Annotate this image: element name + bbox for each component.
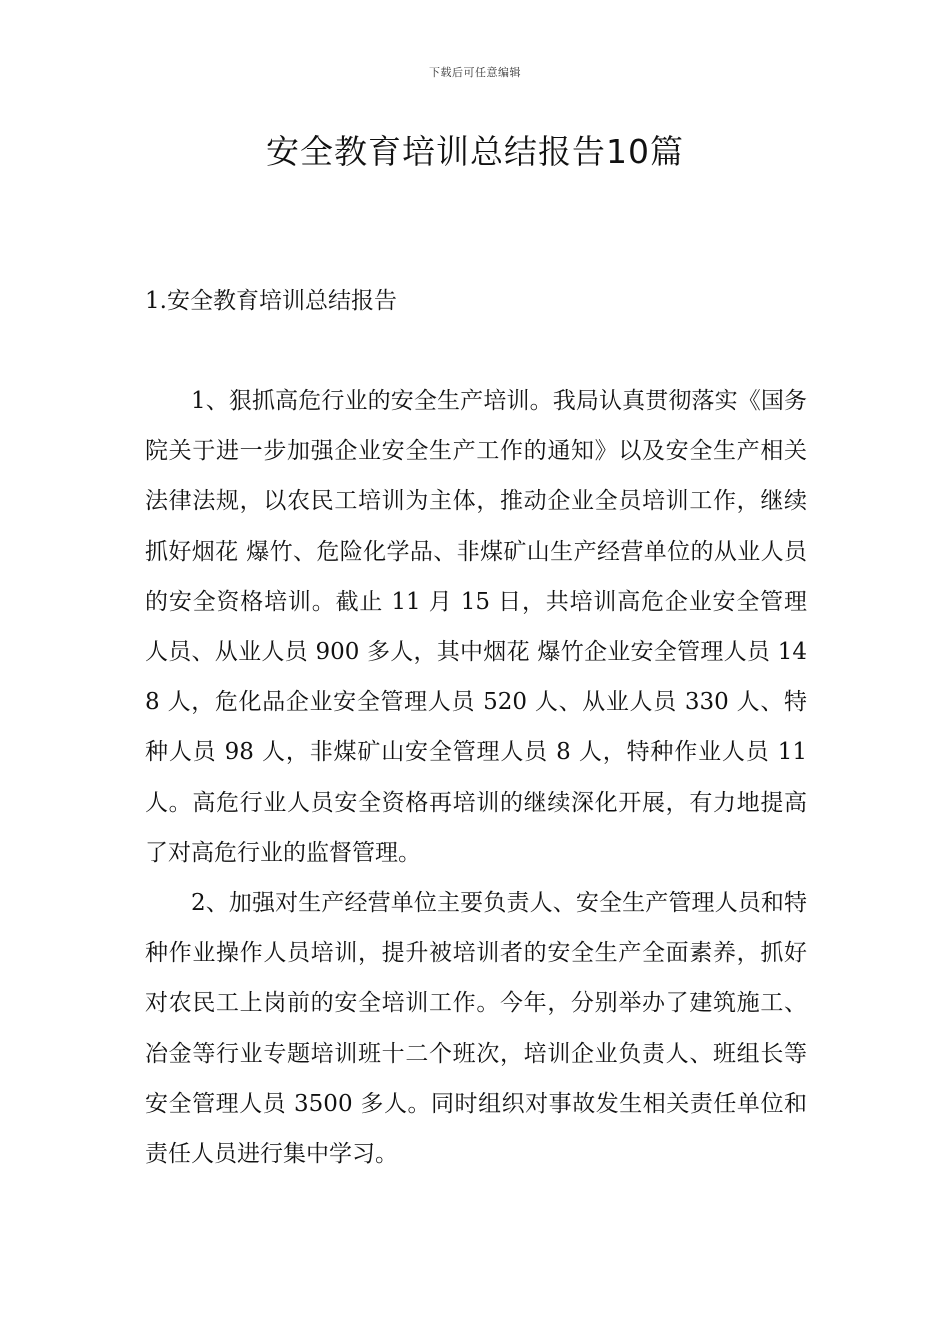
- body-text: [145, 376, 807, 1179]
- paragraph-2: 2、加强对生产经营单位主要负责人、安全生产管理人员和特种作业操作人员培训，提升被培训者的安全生产全面素养，抓好对农民工上岗前的安全培训工作。今年，分别举办了建筑施工、冶金等行业专题培训班十二个班次，培训企业负责人、班组长等安全管理人员 3500 多人。同时组织对事故发生相关责任单位和责任人员进行集中学习。: [145, 890, 807, 1168]
- document-title: 安全教育培训总结报告10篇: [266, 132, 684, 171]
- header-note: 下载后可任意编辑: [429, 66, 521, 79]
- paragraph-1: 1、狠抓高危行业的安全生产培训。我局认真贯彻落实《国务院关于进一步加强企业安全生产工作的通知》以及安全生产相关法律法规，以农民工培训为主体，推动企业全员培训工作，继续抓好烟花 爆竹、危险化学品、非煤矿山生产经营单位的从业人员的安全资格培训。截止 11 月 15 日，共培训高危企业安全管理人员、从业人员 900 多人，其中烟花 爆竹企业安全管理人员 148 人，危化品企业安全管理人员 520 人、从业人员 330 人、特种人员 98 人，非煤矿山安全管理人员 8 人，特种作业人员 11 人。高危行业人员安全资格再培训的继续深化开展，有力地提高了对高危行业的监督管理。: [145, 388, 807, 866]
- section-heading: 1.安全教育培训总结报告: [145, 288, 397, 314]
